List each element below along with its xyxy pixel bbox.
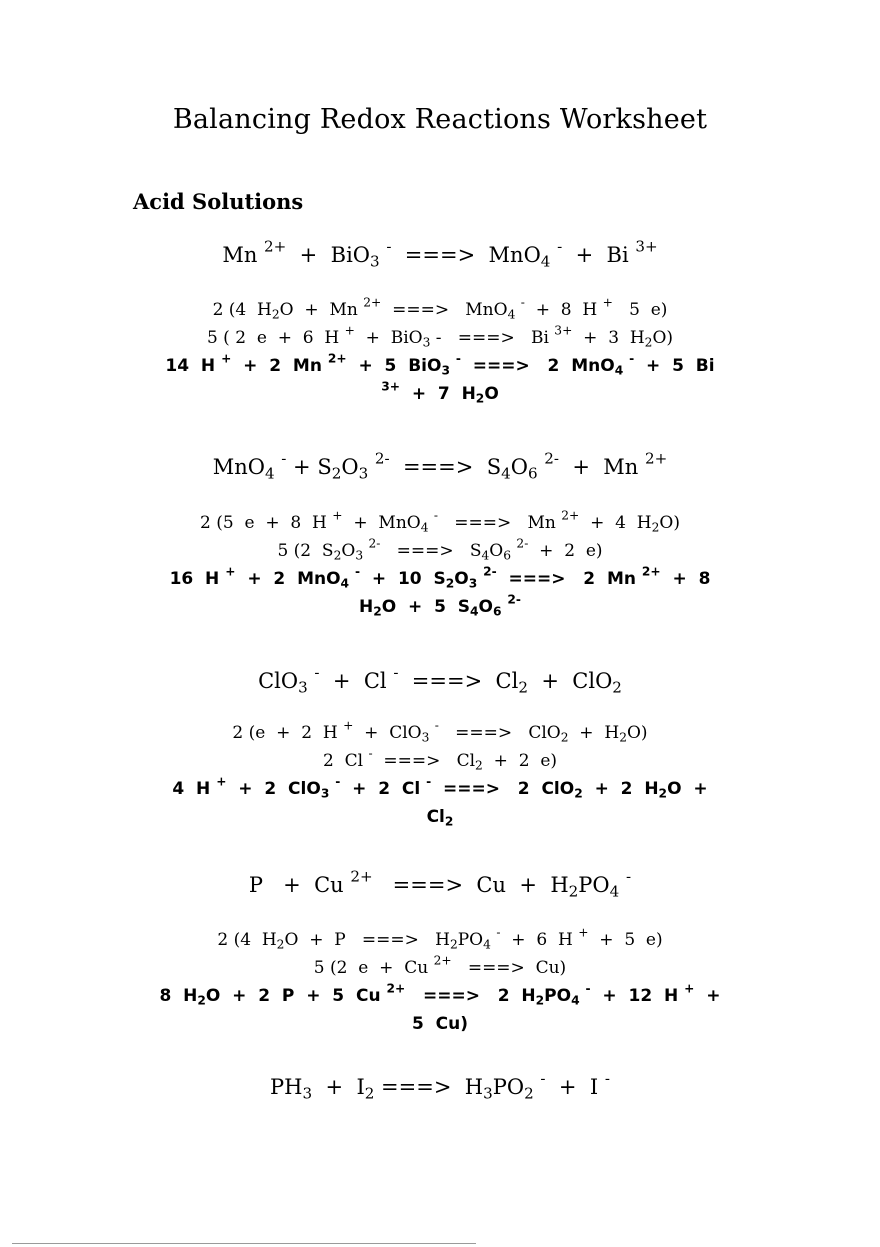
page-title: Balancing Redox Reactions Worksheet [172, 104, 708, 135]
reaction-equation: P + Cu $^{2+}$ ===> $Cu + H_2PO_4$ - [248, 867, 632, 901]
problem-1 [0, 237, 880, 271]
problem-4-solution [0, 926, 880, 1038]
problem-4 [0, 867, 880, 901]
net-equation-continued: $Cl_2$ [426, 807, 454, 829]
problem-3 [0, 663, 880, 697]
half-reaction-reduction: 2 (e + 2 H + + ClO$_3$ - ===> $ClO_2 + H_2O$) [232, 718, 648, 745]
net-equation-continued: 5 Cu) [411, 1014, 468, 1034]
reaction-equation: MnO$_4$ $^- + S_2O_3$ $^{2-}$ ===> $S_4O_6$ $^{2-}$ + Mn $^{2+}$ [212, 449, 668, 483]
problem-2 [0, 449, 880, 483]
net-equation-continued: $^{3+}$ + 7 $H_2O$ [381, 379, 499, 406]
problem-2-solution [0, 509, 880, 621]
half-reaction-reduction: 2 (5 e + 8 H + + MnO$_4$ - ===> Mn $^{2+}$ + 4 $H_2O$) [200, 508, 680, 535]
net-equation: 14 H + + 2 Mn $^{2+}$ + 5 BiO$_3$ - ===> 2 MnO$_4$ - + 5 Bi [165, 351, 715, 378]
reaction-equation: $PH_3 + I_2$ ===> $H_3PO_2$ - + I - [270, 1069, 610, 1103]
problem-1-solution [0, 296, 880, 408]
net-equation-continued: $H_2O + 5$ $S_4O_6$ $^{2-}$ [358, 592, 522, 619]
half-reaction-reduction: 5 ( 2 e + 6 H + + BiO$_3$ - ===> Bi $^{3+}$ + 3 $H_2O$) [206, 323, 674, 350]
half-reaction-oxidation: 5 (2 $S_2O_3$ $^{2-}$ ===> $S_4O_6$ $^{2-}$ + 2 e) [277, 536, 603, 563]
reaction-equation: ClO$_3$ - + Cl - ===> $Cl_2 + ClO_2$ [258, 663, 622, 697]
half-reaction-reduction: 5 (2 e + Cu $^{2+}$ ===> Cu) [313, 953, 567, 978]
footer-divider [12, 1243, 476, 1244]
problem-3-solution [0, 719, 880, 831]
half-reaction-oxidation: 2 Cl - ===> $Cl_2 + 2$ e) [322, 746, 558, 773]
half-reaction-oxidation: 2 (4 $H_2O + Mn$ $^{2+}$ ===> MnO$_4$ - + 8 H + 5 e) [212, 295, 668, 322]
net-equation: 16 H + + 2 MnO$_4$ - + 10 $S_2O_3$ $^{2-}$ ===> 2 Mn $^{2+}$ + 8 [169, 564, 711, 591]
half-reaction-oxidation: 2 (4 $H_2O + P$ ===> $H_2PO_4$ - + 6 H + + 5 e) [217, 925, 663, 952]
reaction-equation: Mn $^{2+}$ + BiO$_3$ - ===> MnO$_4$ - + Bi $^{3+}$ [222, 237, 658, 271]
section-heading: Acid Solutions [133, 189, 304, 214]
net-equation: 4 H + + 2 ClO$_3$ - + 2 Cl - ===> 2 ClO$_2$ + 2 $H_2O$ + [172, 774, 708, 801]
problem-5 [0, 1069, 880, 1103]
net-equation: 8 $H_2O + 2$ P + 5 Cu $^{2+}$ ===> 2 $H_2PO_4$ - + 12 H + + [159, 981, 721, 1008]
